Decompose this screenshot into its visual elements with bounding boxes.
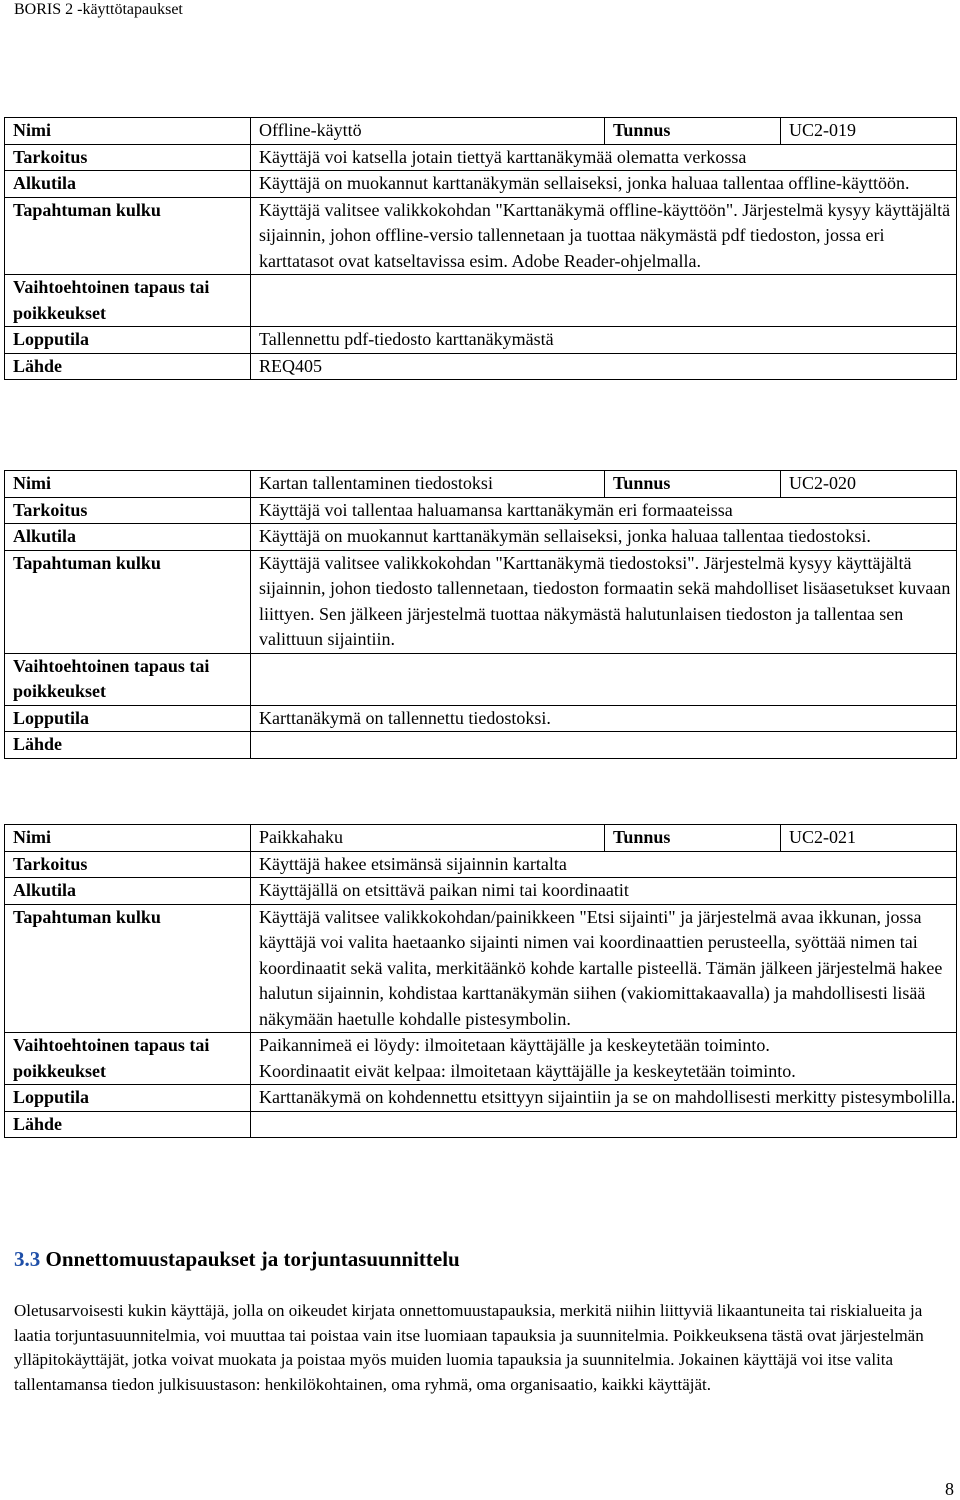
label-nimi: Nimi xyxy=(5,825,251,852)
row-lopputila xyxy=(5,705,957,732)
label-nimi: Nimi xyxy=(5,471,251,498)
row-tarkoitus xyxy=(5,497,957,524)
value-tapahtuman-kulku: Käyttäjä valitsee valikkokohdan "Karttanäkymä offline-käyttöön". Järjestelmä kysyy käyttäjältä sijainnin, johon offline-versio tallennetaan ja tuottaa näkymästä pdf tiedoston, jossa eri karttatasot ovat katseltavissa esim. Adobe Reader-ohjelmalla. xyxy=(251,197,957,275)
label-tunnus: Tunnus xyxy=(605,118,781,145)
exception-line-2: Koordinaatit eivät kelpaa: ilmoitetaan käyttäjälle ja keskeytetään toiminto. xyxy=(259,1060,796,1081)
row-lahde xyxy=(5,1111,957,1138)
row-vaihtoehtoinen xyxy=(5,1033,957,1085)
value-vaihtoehtoinen xyxy=(251,275,957,327)
value-tarkoitus: Käyttäjä voi tallentaa haluamansa karttanäkymän eri formaateissa xyxy=(251,497,957,524)
label-tapahtuman-kulku: Tapahtuman kulku xyxy=(5,904,251,1033)
value-lahde xyxy=(251,1111,957,1138)
label-tarkoitus: Tarkoitus xyxy=(5,144,251,171)
label-tapahtuman-kulku: Tapahtuman kulku xyxy=(5,550,251,653)
value-nimi: Kartan tallentaminen tiedostoksi xyxy=(251,471,605,498)
label-tunnus: Tunnus xyxy=(605,471,781,498)
document-header: BORIS 2 -käyttötapaukset xyxy=(14,1,183,18)
page-number: 8 xyxy=(945,1479,954,1499)
row-lahde xyxy=(5,353,957,380)
row-tapahtuman-kulku xyxy=(5,197,957,275)
value-tarkoitus: Käyttäjä voi katsella jotain tiettyä karttanäkymää olematta verkossa xyxy=(251,144,957,171)
label-lahde: Lähde xyxy=(5,1111,251,1138)
value-lopputila: Karttanäkymä on tallennettu tiedostoksi. xyxy=(251,705,957,732)
row-lahde xyxy=(5,732,957,759)
label-vaihtoehtoinen: Vaihtoehtoinen tapaus tai poikkeukset xyxy=(5,653,251,705)
row-nimi xyxy=(5,825,957,852)
label-lopputila: Lopputila xyxy=(5,1085,251,1112)
label-alkutila: Alkutila xyxy=(5,171,251,198)
use-case-table-uc2-020 xyxy=(4,470,957,759)
value-tarkoitus: Käyttäjä hakee etsimänsä sijainnin kartalta xyxy=(251,851,957,878)
row-alkutila xyxy=(5,524,957,551)
section-title-text: Onnettomuustapaukset ja torjuntasuunnittelu xyxy=(45,1247,460,1271)
label-tunnus: Tunnus xyxy=(605,825,781,852)
label-lahde: Lähde xyxy=(5,732,251,759)
row-nimi xyxy=(5,471,957,498)
section-number: 3.3 xyxy=(14,1247,41,1271)
value-alkutila: Käyttäjä on muokannut karttanäkymän sellaiseksi, jonka haluaa tallentaa offline-käyttöön. xyxy=(251,171,957,198)
row-tapahtuman-kulku xyxy=(5,904,957,1033)
label-vaihtoehtoinen: Vaihtoehtoinen tapaus tai poikkeukset xyxy=(5,1033,251,1085)
value-tunnus: UC2-021 xyxy=(781,825,957,852)
value-nimi: Offline-käyttö xyxy=(251,118,605,145)
label-nimi: Nimi xyxy=(5,118,251,145)
row-lopputila xyxy=(5,327,957,354)
label-lopputila: Lopputila xyxy=(5,327,251,354)
value-lopputila: Karttanäkymä on kohdennettu etsittyyn sijaintiin ja se on mahdollisesti merkitty pistesymbolilla. xyxy=(251,1085,957,1112)
value-vaihtoehtoinen xyxy=(251,653,957,705)
value-tunnus: UC2-019 xyxy=(781,118,957,145)
label-vaihtoehtoinen: Vaihtoehtoinen tapaus tai poikkeukset xyxy=(5,275,251,327)
value-tapahtuman-kulku: Käyttäjä valitsee valikkokohdan "Karttanäkymä tiedostoksi". Järjestelmä kysyy käyttäjältä sijainnin, johon tiedosto tallennetaan, tiedoston formaatin sekä mahdolliset lisäasetukset kuvaan liittyen. Sen jälkeen järjestelmä tuottaa näkymästä halutunlaisen tiedoston ja tallentaa sen valittuun sijaintiin. xyxy=(251,550,957,653)
section-paragraph: Oletusarvoisesti kukin käyttäjä, jolla on oikeudet kirjata onnettomuustapauksia, merkitä niihin liittyviä likaantuneita tai riskialueita ja laatia torjuntasuunnitelmia, voi muuttaa tai poistaa vain itse luomiaan tapauksia ja suunnitelmia. Poikkeuksena tästä ovat järjestelmän ylläpitokäyttäjät, jotka voivat muokata ja poistaa myös muiden luomia tapauksia ja suunnitelmia. Jokainen käyttäjä voi itse valita tallentamansa tiedon julkisuustason: henkilökohtainen, oma ryhmä, oma organisaatio, kaikki käyttäjät. xyxy=(14,1301,924,1394)
row-nimi xyxy=(5,118,957,145)
section-heading xyxy=(14,1247,460,1272)
row-tarkoitus xyxy=(5,851,957,878)
value-lopputila: Tallennettu pdf-tiedosto karttanäkymästä xyxy=(251,327,957,354)
value-lahde: REQ405 xyxy=(251,353,957,380)
label-tarkoitus: Tarkoitus xyxy=(5,851,251,878)
exception-line-1: Paikannimeä ei löydy: ilmoitetaan käyttäjälle ja keskeytetään toiminto. xyxy=(259,1035,770,1055)
use-case-table-uc2-021 xyxy=(4,824,957,1138)
row-alkutila xyxy=(5,171,957,198)
label-lahde: Lähde xyxy=(5,353,251,380)
row-alkutila xyxy=(5,878,957,905)
value-nimi: Paikkahaku xyxy=(251,825,605,852)
value-tapahtuman-kulku: Käyttäjä valitsee valikkokohdan/painikkeen "Etsi sijainti" ja järjestelmä avaa ikkunan, jossa käyttäjä voi valita haetaanko sijainti nimen vai koordinaattien perusteella, syöttää nimen tai koordinaatit sekä valita, merkitäänkö kohde kartalle pisteellä. Tämän jälkeen järjestelmä hakee halutun sijainnin, kohdistaa karttanäkymän siihen (vakiomittakaavalla) ja mahdollisesti lisää näkymään haetulle kohdalle pistesymbolin. xyxy=(251,904,957,1033)
row-tarkoitus xyxy=(5,144,957,171)
value-lahde xyxy=(251,732,957,759)
label-tapahtuman-kulku: Tapahtuman kulku xyxy=(5,197,251,275)
value-vaihtoehtoinen xyxy=(251,1033,957,1085)
use-case-table-uc2-019 xyxy=(4,117,957,380)
label-tarkoitus: Tarkoitus xyxy=(5,497,251,524)
value-alkutila: Käyttäjä on muokannut karttanäkymän sellaiseksi, jonka haluaa tallentaa tiedostoksi. xyxy=(251,524,957,551)
label-alkutila: Alkutila xyxy=(5,878,251,905)
row-tapahtuman-kulku xyxy=(5,550,957,653)
row-vaihtoehtoinen xyxy=(5,275,957,327)
value-alkutila: Käyttäjällä on etsittävä paikan nimi tai koordinaatit xyxy=(251,878,957,905)
value-tunnus: UC2-020 xyxy=(781,471,957,498)
row-lopputila xyxy=(5,1085,957,1112)
label-lopputila: Lopputila xyxy=(5,705,251,732)
label-alkutila: Alkutila xyxy=(5,524,251,551)
row-vaihtoehtoinen xyxy=(5,653,957,705)
